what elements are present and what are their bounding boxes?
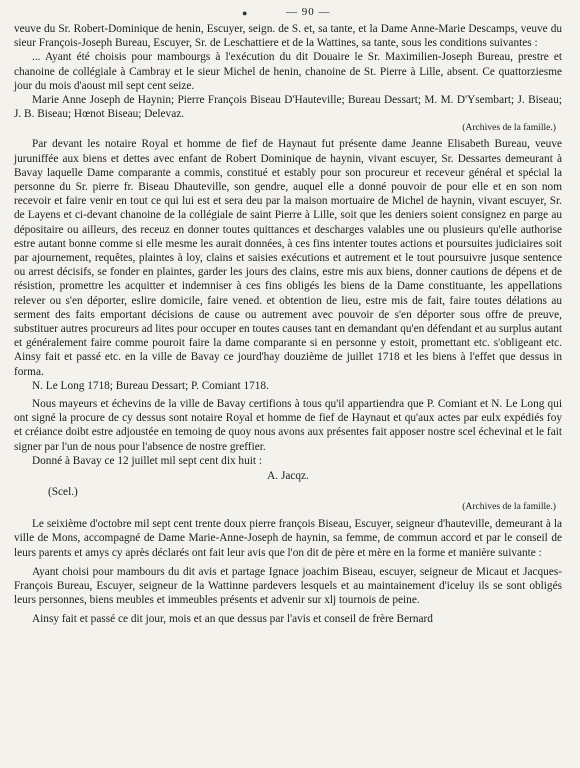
signature: A. Jacqz. [267, 470, 309, 483]
archive-note-2: (Archives de la famille.) [462, 501, 556, 513]
mambours-paragraph: Ayant choisi pour mambours du dit avis et partage Ignace joachim Biseau, escuyer, seigneur de Micaut et Jacques-François Bureau, Escuyer, seigneur de la Wattinne pardevers lesquels et au maintainement d'iceluy ils se sont obligés leurs personnes, biens meubles et immeubles présents et advenir sur xlj tournois de peine. [14, 565, 562, 607]
seal-mark: (Scel.) [48, 486, 78, 499]
closing-paragraph: Ainsy fait et passé ce dit jour, mois et an que dessus par l'avis et conseil de frère Bernard [32, 613, 433, 626]
dated-line: Donné à Bavay ce 12 juillet mil sept cent dix huit : [32, 454, 262, 467]
paragraph-1: veuve du Sr. Robert-Dominique de henin, Escuyer, seign. de S. et, sa tante, et la Dame Anne-Marie Descamps, veuve du sieur François-Joseph Bureau, Escuyer, Sr. de Leschattiere et de la Wattines, sa tante, sous les conditions suivantes : [14, 23, 562, 50]
certification-paragraph: Nous mayeurs et échevins de la ville de Bavay certifions à tous qu'il appartiendra que P. Comiant et N. Le Long qui ont signé la procure de cy dessus sont notaire Royal et homme de fief de Haynaut et qu'aux actes par eulx expédiés foy et créiance doibt estre adjoustée en temoing de quoy nous avons aux présentes fait apposer nostre scel échevinal et le fait signer par l'un de nous pour l'absence de nostre greffier. [14, 398, 562, 453]
page-number: — 90 — [286, 6, 331, 18]
archive-note-1: (Archives de la famille.) [462, 122, 556, 134]
page-header [14, 4, 562, 22]
signatories-1: Marie Anne Joseph de Haynin; Pierre François Biseau D'Hauteville; Bureau Dessart; M. M. D'Ysembart; J. Biseau; J. B. Biseau; Hœnot Biseau; Delevaz. [14, 94, 562, 121]
procuration-paragraph: Par devant les notaire Royal et homme de fief de Haynaut fut présente dame Jeanne Elisabeth Bureau, veuve juruniffée aux biens et dettes avec enfant de Robert Dominique de haynin, vivant escuyer, Sr. Dessartes demeurant à Bavay laquelle Dame comparante a commis, constitué et estably pour son procureur et receveur général et spécial la personne du Sr. pierre fr. Biseau Dhauteville, son gendre, auquel elle a donné pouvoir de pour elle et en son nom recevoir et faire venir en tout ce qui lui est et sera deu par la maison mortuaire de Michel de haynin, vivant escuyer, Sr. de Layens et ci-devant chanoine de la collégiale de saint Pierre à Lille, soit que les deniers soient consignez en parge au dépositaire ou ailleurs, des receuz en donner toutes quittances et descharges valables une ou plusieurs qu'elle authorise estre autant bonne comme si elle mesme les aurait données, à ces fins intenter toutes actions et poursuites judiciaires soit par ajournement, requêtes, plaintes à loy, clains et saisies exécutions et autrement et le tout poursuivre jusque sentence ou arrest décisifs, se fonder en plaintes, garder les jours des clains, estre mis aux biens, donner cautions de dépens et de résistion, promettre les acquitter et indemniser à ces fins obligés les biens de la Dame constituante, les appellations relever ou s'en déporter, eslire domicile, faire vened. et obtention de lieu, estre mis de fait, faire toutes délations au serment des faits emportant décisions de cause ou autrement avec pouvoir de s'en déporter sous offre de preuve, substituer autres procureurs ad lites pour occuper en toutes causes tant en demandant qu'en défendant et au surplus autant et généralement faire comme pouroit faire la dame comparante si en personne y estoit, promettant etc. s'obligeant etc. Ainsy fait et passé etc. en la ville de Bavay ce jourd'hay douzième de juillet 1718 et les biens à l'effet que dessus in forma. [14, 138, 562, 378]
avis-paragraph: Le seixième d'octobre mil sept cent trente doux pierre françois Biseau, Escuyer, seigneur d'hauteville, demeurant à la ville de Mons, accompagné de Dame Marie-Anne-Joseph de haynin, sa femme, de commun accord et par le conseil de leurs parents et amys cy après déclarés ont fait leur avis que l'on dit de père et mère en la forme et manière suivante : [14, 518, 562, 559]
paragraph-2: ... Ayant été choisis pour mambourgs à l'exécution du dit Douaire le Sr. Maximilien-Joseph Bureau, prestre et chanoine de collégiale à Cambray et le sieur Michel de henin, chanoine de St. Pierre à Lille, absent. Ce quattorziesme jour du mois d'aoust mil sept cent seize. [14, 51, 562, 92]
ornament-dot: ● [242, 8, 248, 18]
signatories-2: N. Le Long 1718; Bureau Dessart; P. Comiant 1718. [32, 379, 269, 392]
